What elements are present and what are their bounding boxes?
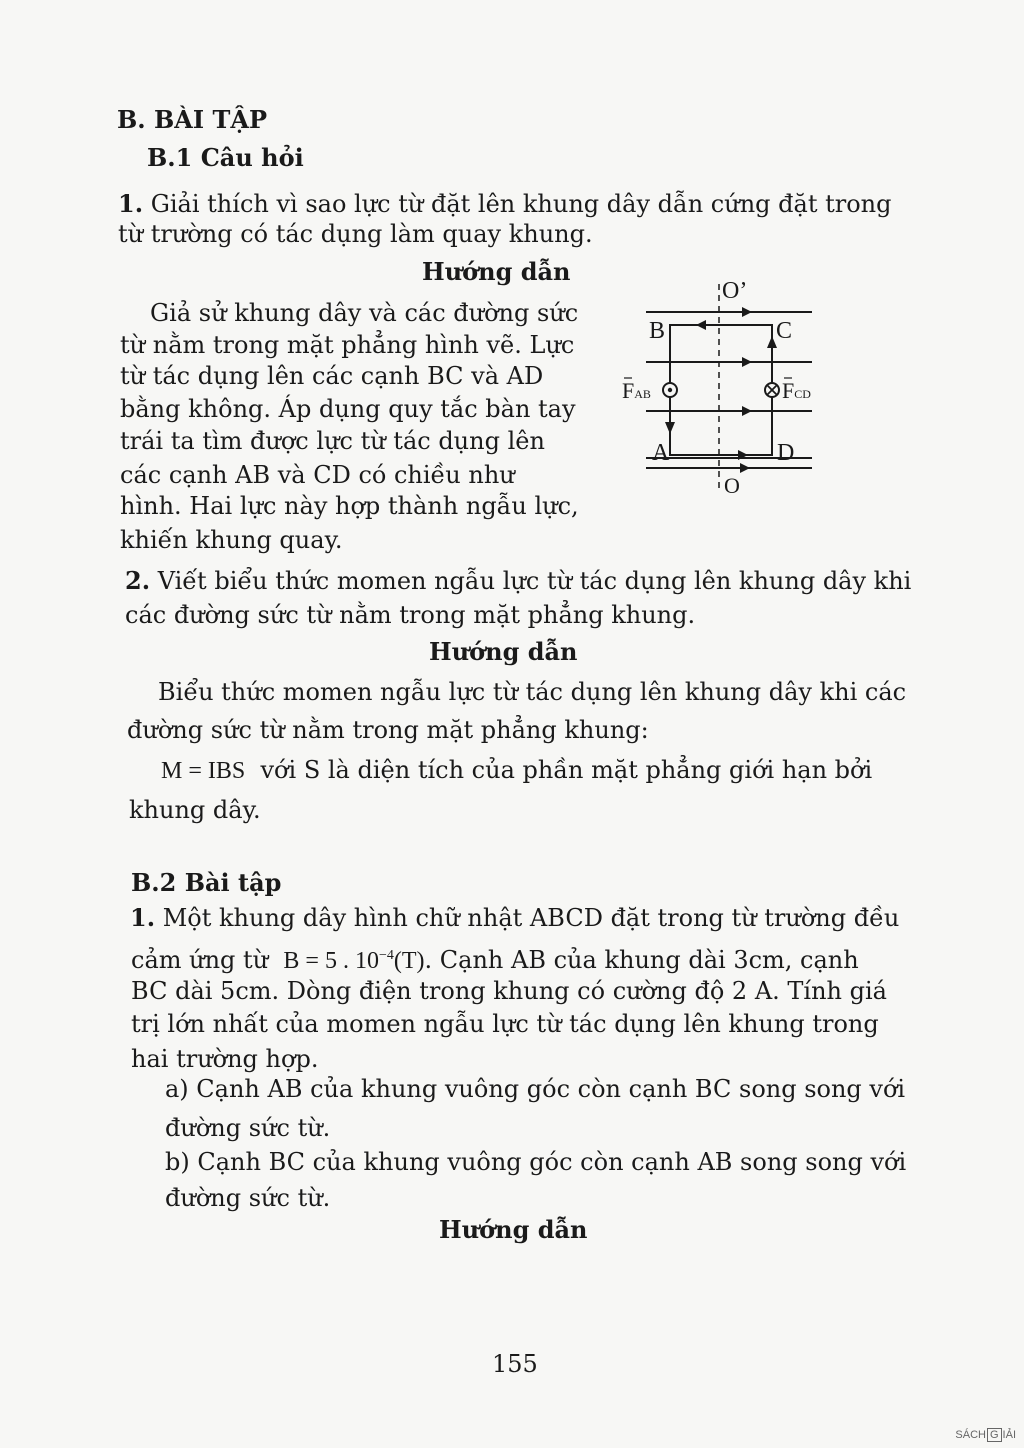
answer-line: Giả sử khung dây và các đường sức	[150, 299, 579, 327]
label-C: C	[776, 318, 793, 344]
section-heading: B. BÀI TẬP	[117, 105, 268, 134]
answer-line: đường sức từ nằm trong mặt phẳng khung:	[127, 716, 649, 744]
guide-heading: Hướng dẫn	[429, 637, 578, 666]
label-F-CD: FCD	[782, 378, 811, 403]
formula: M = IBS	[161, 758, 246, 784]
wire-frame	[670, 325, 772, 455]
exercise-subpart-a: a) Cạnh AB của khung vuông góc còn cạnh BC song song với	[165, 1075, 906, 1103]
exercise-text: . Cạnh AB của khung dài 3cm, cạnh	[424, 946, 859, 974]
answer-line: bằng không. Áp dụng quy tắc bàn tay	[120, 395, 576, 423]
answer-line: các cạnh AB và CD có chiều như	[120, 461, 515, 489]
answer-line: từ nằm trong mặt phẳng hình vẽ. Lực	[120, 331, 575, 359]
exercise-text: cảm ứng từ	[131, 946, 269, 974]
exercise-text: Một khung dây hình chữ nhật ABCD đặt trong từ trường đều	[162, 904, 900, 932]
question-text: từ trường có tác dụng làm quay khung.	[118, 220, 593, 248]
question-text: các đường sức từ nằm trong mặt phẳng khung.	[125, 601, 696, 629]
exercise-subpart-b: đường sức từ.	[165, 1184, 331, 1212]
label-A: A	[652, 440, 670, 466]
answer-line: từ tác dụng lên các cạnh BC và AD	[120, 362, 544, 390]
label-O-top: O’	[722, 278, 748, 304]
guide-heading: Hướng dẫn	[439, 1215, 588, 1244]
answer-line: trái ta tìm được lực từ tác dụng lên	[120, 427, 545, 455]
answer-line: hình. Hai lực này hợp thành ngẫu lực,	[120, 492, 579, 520]
current-arrow	[696, 320, 706, 330]
question-number: 1.	[118, 189, 144, 218]
label-B: B	[649, 318, 666, 344]
exercise-subpart-b: b) Cạnh BC của khung vuông góc còn cạnh AB song song với	[165, 1148, 907, 1176]
answer-line: Biểu thức momen ngẫu lực từ tác dụng lên khung dây khi các	[158, 678, 907, 706]
field-arrow	[742, 406, 752, 416]
watermark-logo: SÁCH G IẢI	[955, 1429, 1016, 1441]
question-text: Giải thích vì sao lực từ đặt lên khung dây dẫn cứng đặt trong	[150, 190, 892, 218]
question-number: 2.	[125, 566, 151, 595]
answer-line: với S là diện tích của phần mặt phẳng giới hạn bởi	[260, 756, 873, 784]
label-O-bottom: O	[724, 473, 740, 498]
label-D: D	[777, 440, 795, 466]
answer-line: khung dây.	[129, 796, 261, 824]
page-number: 155	[492, 1350, 538, 1378]
subsection-heading-exercises: B.2 Bài tập	[131, 868, 282, 897]
answer-line: khiến khung quay.	[120, 526, 343, 554]
exercise-number: 1.	[130, 903, 156, 932]
question-text: Viết biểu thức momen ngẫu lực từ tác dụng lên khung dây khi	[157, 567, 912, 595]
field-arrow	[740, 463, 750, 473]
exercise-text: BC dài 5cm. Dòng điện trong khung có cường độ 2 A. Tính giá	[131, 977, 887, 1005]
subsection-heading-questions: B.1 Câu hỏi	[147, 143, 304, 172]
exercise-subpart-a: đường sức từ.	[165, 1114, 331, 1142]
magnetic-frame-diagram	[600, 270, 840, 500]
guide-heading: Hướng dẫn	[422, 257, 571, 286]
exercise-text: hai trường hợp.	[131, 1045, 319, 1073]
formula: B = 5 . $10^{-4}(T)$	[283, 948, 425, 974]
field-arrow	[742, 307, 752, 317]
label-F-AB: FAB	[622, 378, 651, 403]
exercise-text: trị lớn nhất của momen ngẫu lực từ tác dụng lên khung trong	[131, 1010, 879, 1038]
current-arrow	[665, 422, 675, 434]
field-arrow	[742, 357, 752, 367]
